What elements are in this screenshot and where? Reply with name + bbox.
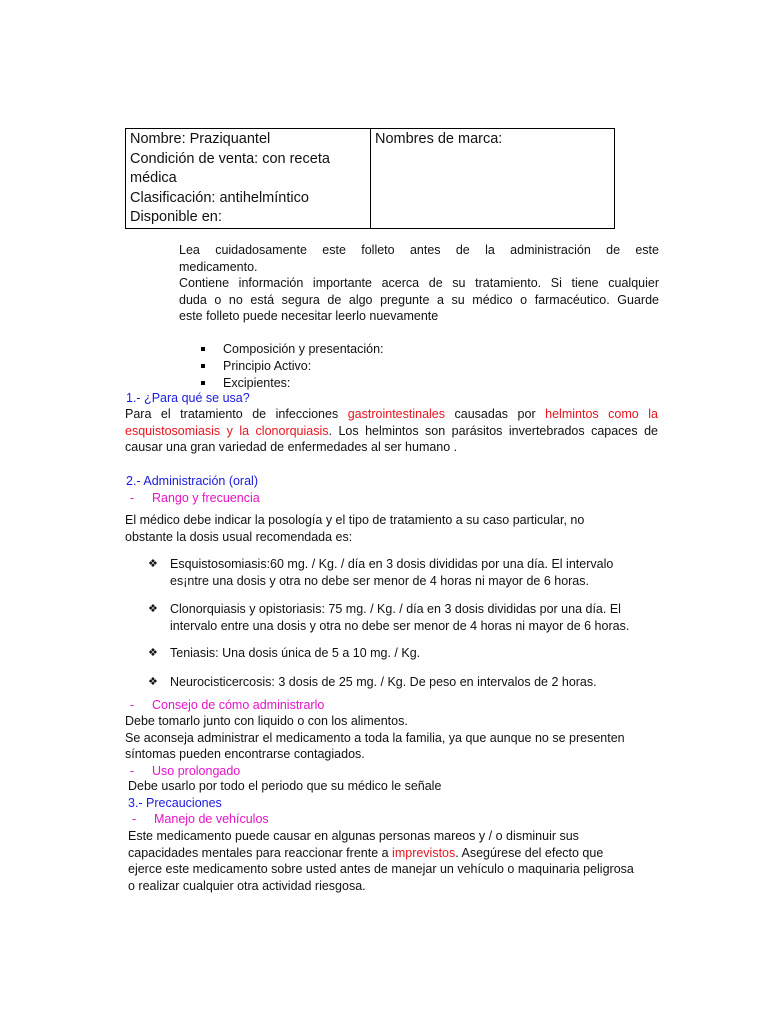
square-bullet-icon [201,364,205,368]
drug-name: Nombre: Praziquantel [130,131,271,147]
list-item: ❖ Teniasis: Una dosis única de 5 a 10 mg. / Kg. [148,646,421,660]
sale-condition: Condición de venta: con receta [130,150,330,167]
list-item: Composición y presentación: [201,341,384,358]
drug-info-left-cell [126,129,371,229]
intro-line: este folleto puede necesitar leerlo nuevamente [179,309,439,323]
composition-list [201,341,384,392]
intro-line: medicamento. [179,259,258,274]
subheading-prolongado: - Uso prolongado [130,764,241,778]
subheading-consejo: - Consejo de cómo administrarlo [130,698,325,712]
square-bullet-icon [201,381,205,385]
list-item: ❖ Esquistosomiasis:60 mg. / Kg. / día en 3 dosis divididas por una día. El intervalo es¡ntre una dosis y otra no debe ser menor de 4 horas ni mayor de 6 horas. [148,557,614,588]
brand-names-label: Nombres de marca: [375,131,503,147]
rango-text: El médico debe indicar la posología y el tipo de tratamiento a su caso particular, no obstante la dosis usual recomendada es: [125,513,585,544]
brand-names-cell [371,129,615,229]
prolongado-text: Debe usarlo por todo el periodo que su médico le señale [128,779,442,793]
diamond-bullet-icon: ❖ [148,558,158,570]
subheading-rango: - Rango y frecuencia [130,491,260,505]
consejo-text: Debe tomarlo junto con liquido o con los alimentos. Se aconseja administrar el medicamento a toda la familia, ya que aunque no se presenten síntomas pueden encontrarse contagiados. [125,714,625,761]
diamond-bullet-icon: ❖ [148,676,158,688]
drug-info-table [125,128,615,229]
list-item: ❖ Clonorquiasis y opistoriasis: 75 mg. / Kg. / día en 3 dosis divididas por una día. El intervalo entre una dosis y otra no debe ser menor de 4 horas ni mayor de 6 horas. [148,602,630,633]
list-item: Principio Activo: [201,358,384,375]
available-in: Disponible en: [130,209,222,225]
intro-line: Contiene información importante acerca de su tratamiento. Si tiene cualquier [179,276,659,290]
section-3-body: Este medicamento puede causar en algunas personas mareos y / o disminuir sus capacidades mentales para reaccionar frente a imprevistos. Asegúrese del efecto que ejerce este medicamento sobre usted antes de manejar un vehículo o maquinaria peligrosa o realizar cualquier otra actividad riesgosa. [128,829,634,893]
classification: Clasificación: antihelmíntico [130,189,309,206]
sale-condition-cont: médica [130,170,177,186]
section-3-heading: 3.- Precauciones [128,796,222,810]
diamond-bullet-icon: ❖ [148,603,158,615]
list-item: ❖ Neurocisticercosis: 3 dosis de 25 mg. / Kg. De peso en intervalos de 2 horas. [148,675,597,689]
intro-line: Lea cuidadosamente este folleto antes de la administración de este [179,243,659,257]
section-2-heading: 2.- Administración (oral) [126,474,258,488]
diamond-bullet-icon: ❖ [148,647,158,659]
intro-block [179,242,659,325]
section-1-heading: 1.- ¿Para qué se usa? [126,391,250,405]
section-1-body: Para el tratamiento de infecciones gastrointestinales causadas por helmintos como la esquistosomiasis y la clonorquiasis. Los helmintos son parásitos invertebrados capaces de causar una gran variedad de enfermedades al ser humano . [125,407,659,454]
intro-line: duda o no está segura de algo pregunte a su médico o farmacéutico. Guarde [179,292,659,307]
list-item: Excipientes: [201,375,384,392]
subheading-manejo: - Manejo de vehículos [132,812,269,826]
square-bullet-icon [201,347,205,351]
